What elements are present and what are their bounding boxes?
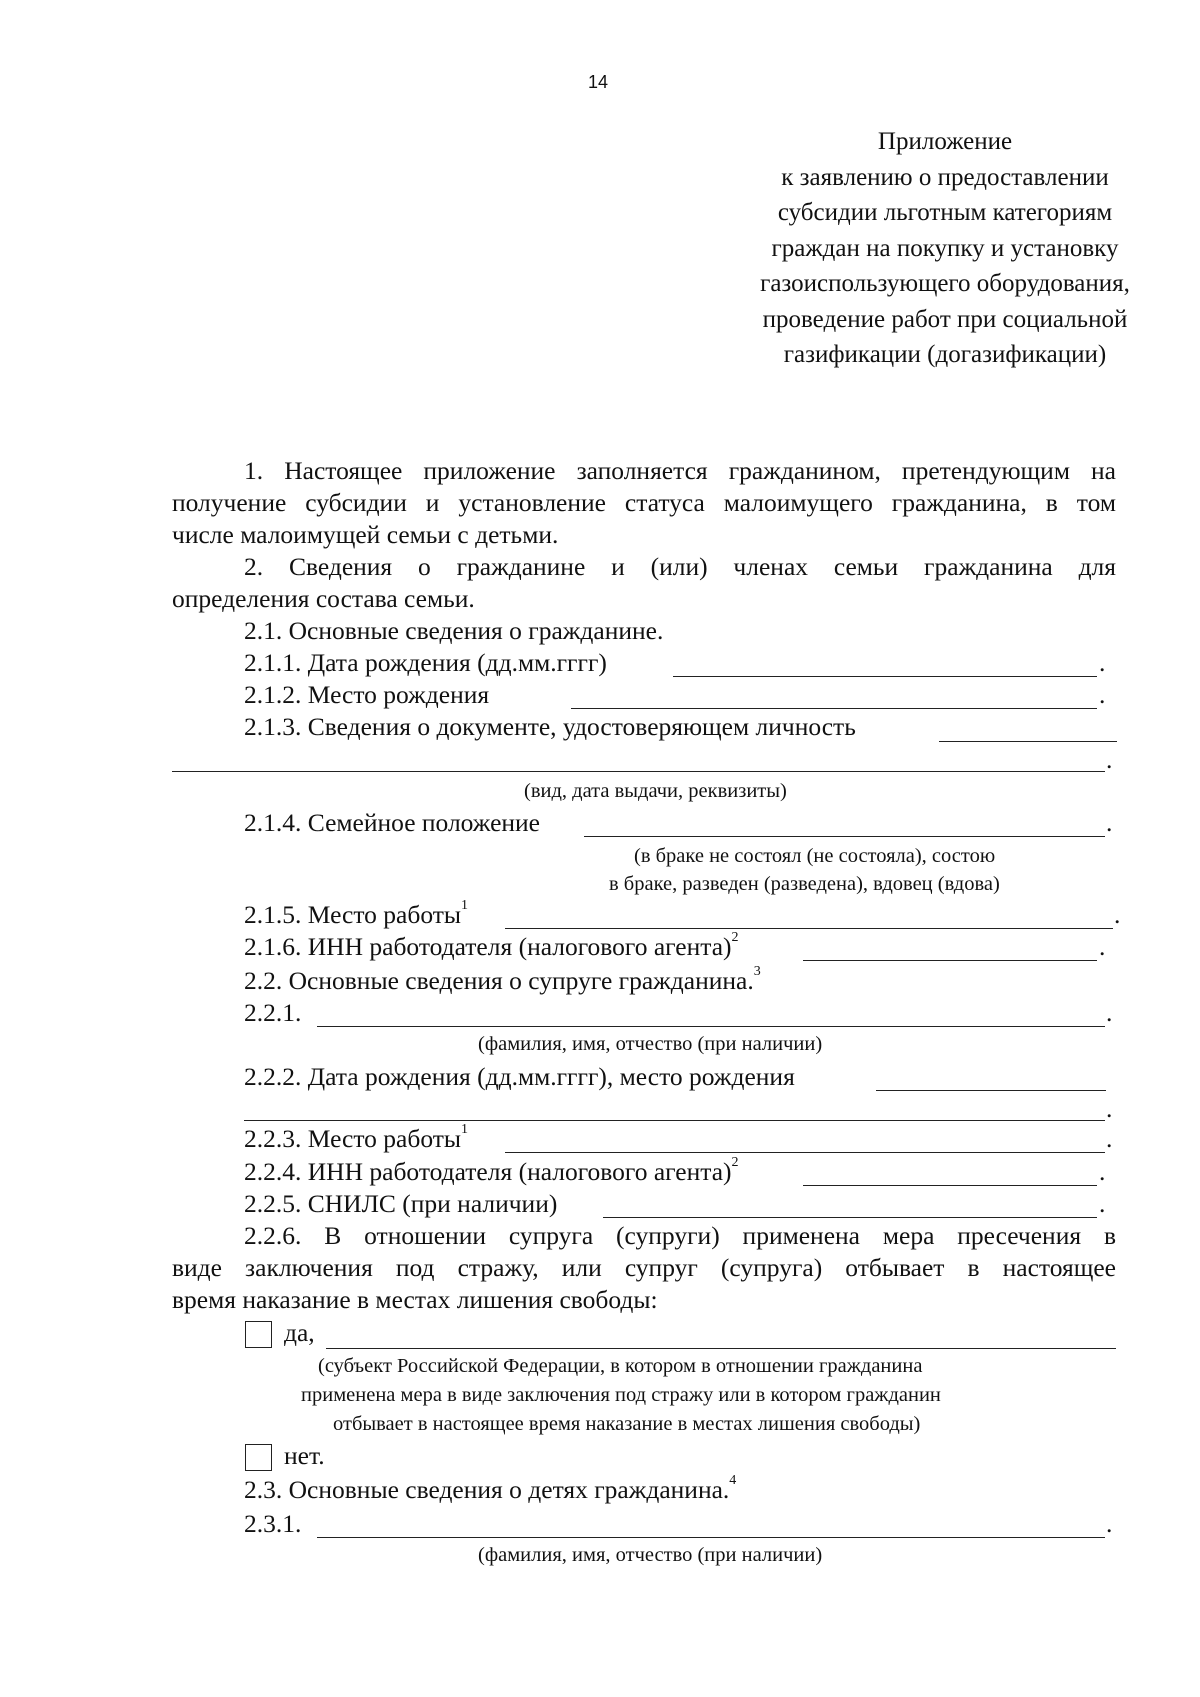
label-birth-place: 2.1.2. Место рождения (244, 680, 490, 709)
footnote-marker: 2 (731, 1155, 739, 1170)
child-name-field[interactable] (317, 1537, 1105, 1538)
detention-question-line-1: 2.2.6. В отношении супруга (супруги) применена мера пресечения в (244, 1221, 1116, 1250)
label-birth-date: 2.1.1. Дата рождения (дд.мм.гггг) (244, 648, 607, 677)
spouse-employer-inn-field[interactable] (803, 1185, 1097, 1186)
footnote-marker: 3 (753, 964, 761, 979)
footnote-marker: 2 (731, 930, 739, 945)
field-end-dot: . (1099, 932, 1106, 961)
detention-question-line-2: виде заключения под стражу, или супруг (супруга) отбывает в настоящее (172, 1253, 1116, 1282)
footnote-marker: 4 (729, 1473, 737, 1488)
paragraph-1-line-1: 1. Настоящее приложение заполняется гражданином, претендующим на (244, 456, 1116, 485)
appendix-header (680, 124, 1200, 373)
label-identity-document: 2.1.3. Сведения о документе, удостоверяющем личность (244, 712, 856, 741)
section-2-3-heading (244, 1475, 736, 1510)
spouse-birth-field-continued[interactable] (244, 1120, 1105, 1121)
field-end-dot: . (1099, 648, 1106, 677)
field-end-dot: . (1114, 900, 1121, 929)
label-spouse-birth: 2.2.2. Дата рождения (дд.мм.гггг), место рождения (244, 1062, 795, 1091)
label-spouse-name: 2.2.1. (244, 998, 302, 1027)
label-child-name: 2.3.1. (244, 1509, 302, 1538)
appendix-line: субсидии льготным категориям (777, 199, 1113, 226)
no-checkbox[interactable] (245, 1444, 272, 1471)
paragraph-2-line-2: определения состава семьи. (172, 584, 475, 613)
field-end-dot: . (1106, 745, 1113, 774)
field-end-dot: . (1106, 1509, 1113, 1538)
field-end-dot: . (1106, 1124, 1113, 1153)
appendix-line: граждан на покупку и установку (771, 234, 1119, 262)
field-end-dot: . (1106, 998, 1113, 1027)
child-name-hint: (фамилия, имя, отчество (при наличии) (478, 1544, 823, 1566)
birth-date-field[interactable] (673, 676, 1097, 677)
field-end-dot: . (1099, 1189, 1106, 1218)
detention-question-line-3: время наказание в местах лишения свободы: (172, 1285, 658, 1314)
field-end-dot: . (1099, 680, 1106, 709)
appendix-line: проведение работ при социальной (762, 305, 1128, 333)
birth-place-field[interactable] (571, 708, 1097, 709)
label-spouse-workplace (244, 1124, 468, 1159)
footnote-marker: 1 (461, 898, 469, 913)
label-spouse-workplace-text: 2.2.3. Место работы (244, 1124, 462, 1153)
paragraph-1-line-3: числе малоимущей семьи с детьми. (172, 520, 559, 549)
label-spouse-employer-inn (244, 1157, 739, 1192)
identity-document-hint: (вид, дата выдачи, реквизиты) (524, 780, 787, 802)
spouse-name-field[interactable] (317, 1026, 1105, 1027)
section-2-2-heading-text: 2.2. Основные сведения о супруге гражданина. (244, 966, 754, 995)
appendix-line: Приложение (877, 128, 1013, 155)
identity-document-field[interactable] (939, 741, 1117, 742)
workplace-field[interactable] (505, 928, 1113, 929)
detention-region-hint-line-1: (субъект Российской Федерации, в котором в отношении гражданина (318, 1355, 923, 1377)
marital-status-field[interactable] (584, 836, 1105, 837)
label-employer-inn (244, 932, 739, 967)
label-spouse-employer-inn-text: 2.2.4. ИНН работодателя (налогового агента) (244, 1157, 732, 1186)
paragraph-1-line-2: получение субсидии и установление статуса малоимущего гражданина, в том (172, 488, 1116, 517)
detention-region-field[interactable] (326, 1348, 1116, 1349)
paragraph-2-line-1: 2. Сведения о гражданине и (или) членах семьи гражданина для (244, 552, 1116, 581)
field-end-dot: . (1106, 808, 1113, 837)
appendix-line: газификации (догазификации) (783, 341, 1107, 368)
spouse-name-hint: (фамилия, имя, отчество (при наличии) (478, 1033, 823, 1055)
spouse-workplace-field[interactable] (505, 1152, 1105, 1153)
section-2-2-heading (244, 966, 761, 1001)
label-employer-inn-text: 2.1.6. ИНН работодателя (налогового агента) (244, 932, 732, 961)
appendix-line: к заявлению о предоставлении (781, 163, 1109, 191)
field-end-dot: . (1106, 1094, 1113, 1123)
section-2-1-heading: 2.1. Основные сведения о гражданине. (244, 616, 664, 645)
detention-region-hint-line-2: применена мера в виде заключения под стражу или в котором гражданин (301, 1384, 941, 1406)
marital-status-hint-line-2: в браке, разведен (разведена), вдовец (вдова) (609, 873, 1000, 895)
spouse-birth-field[interactable] (876, 1090, 1106, 1091)
appendix-line: газоиспользующего оборудования, (760, 270, 1130, 297)
page-number: 14 (588, 72, 609, 92)
section-2-3-heading-text: 2.3. Основные сведения о детях гражданина. (244, 1475, 730, 1504)
spouse-snils-field[interactable] (603, 1217, 1097, 1218)
yes-checkbox[interactable] (245, 1321, 272, 1348)
employer-inn-field[interactable] (803, 960, 1097, 961)
label-spouse-snils: 2.2.5. СНИЛС (при наличии) (244, 1189, 558, 1218)
identity-document-field-continued[interactable] (172, 771, 1105, 772)
detention-region-hint-line-3: отбывает в настоящее время наказание в местах лишения свободы) (333, 1413, 921, 1435)
footnote-marker: 1 (461, 1122, 469, 1137)
no-label: нет. (284, 1441, 325, 1470)
label-workplace (244, 900, 468, 935)
marital-status-hint-line-1: (в браке не состоял (не состояла), состою (634, 845, 996, 867)
label-marital-status: 2.1.4. Семейное положение (244, 808, 541, 837)
field-end-dot: . (1099, 1157, 1106, 1186)
label-workplace-text: 2.1.5. Место работы (244, 900, 462, 929)
yes-label: да, (284, 1318, 315, 1347)
